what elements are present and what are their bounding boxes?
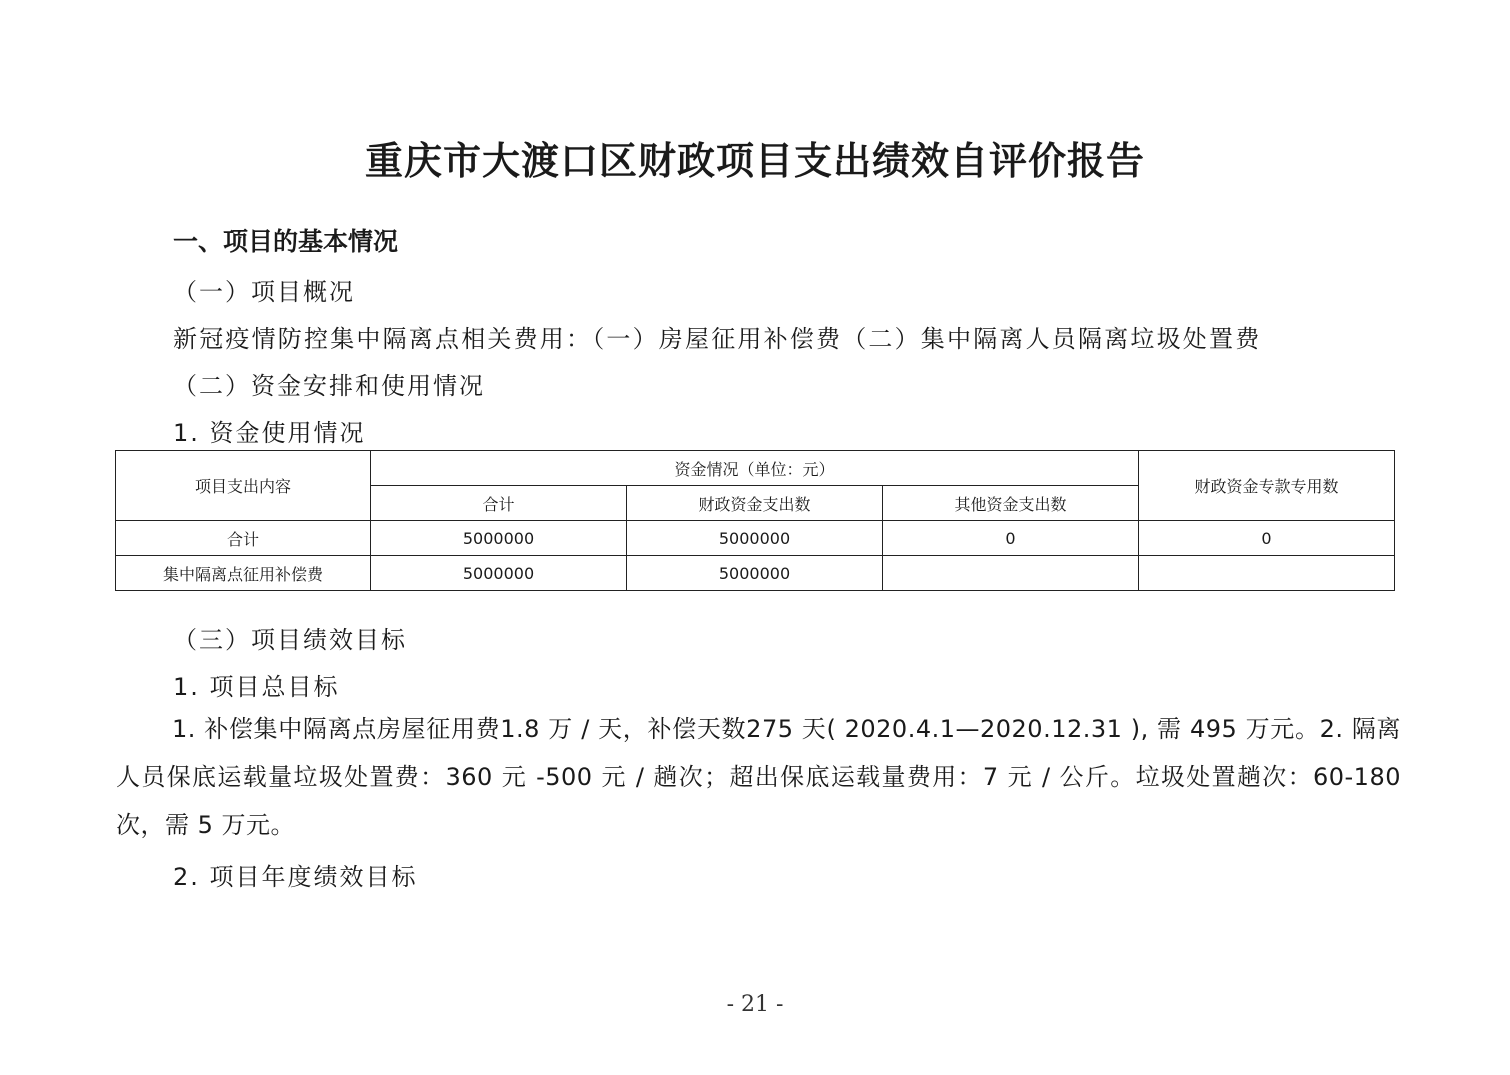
page-number: - 21 - bbox=[726, 992, 784, 1017]
table-row bbox=[116, 556, 1395, 591]
cell-other: 0 bbox=[883, 521, 1139, 556]
cell-fiscal: 5000000 bbox=[627, 556, 883, 591]
subheading-performance-goals: （三）项目绩效目标 bbox=[173, 626, 407, 654]
section-heading-basic-info: 一、项目的基本情况 bbox=[173, 227, 399, 256]
cell-total: 5000000 bbox=[371, 556, 627, 591]
total-goal-label: 1. 项目总目标 bbox=[173, 673, 340, 701]
header-content: 项目支出内容 bbox=[116, 451, 371, 521]
cell-other bbox=[883, 556, 1139, 591]
cell-name: 合计 bbox=[116, 521, 371, 556]
cell-special: 0 bbox=[1139, 521, 1395, 556]
subheading-fund-arrangement: （二）资金安排和使用情况 bbox=[173, 372, 485, 400]
cell-fiscal: 5000000 bbox=[627, 521, 883, 556]
cell-total: 5000000 bbox=[371, 521, 627, 556]
cell-name: 集中隔离点征用补偿费 bbox=[116, 556, 371, 591]
page-title: 重庆市大渡口区财政项目支出绩效自评价报告 bbox=[364, 138, 1145, 183]
annual-goal-label: 2. 项目年度绩效目标 bbox=[173, 863, 418, 891]
total-goal-text: 1. 补偿集中隔离点房屋征用费1.8 万 / 天，补偿天数275 天( 2020.4.1—2020.12.31 ), 需 495 万元。2. 隔离人员保底运载量垃圾处置费：360 元 -500 元 / 趟次；超出保底运载量费用：7 元 / 公斤。垃圾处置趟次：60-180 次，需 5 万元。 bbox=[116, 715, 1401, 839]
header-other: 其他资金支出数 bbox=[883, 486, 1139, 521]
cell-special bbox=[1139, 556, 1395, 591]
header-special: 财政资金专款专用数 bbox=[1139, 451, 1395, 521]
header-fund-group: 资金情况（单位：元） bbox=[371, 451, 1139, 486]
header-total: 合计 bbox=[371, 486, 627, 521]
subheading-overview: （一）项目概况 bbox=[173, 278, 355, 306]
fund-usage-table bbox=[115, 450, 1395, 591]
table-row bbox=[116, 521, 1395, 556]
fund-usage-label: 1. 资金使用情况 bbox=[173, 419, 366, 447]
overview-text: 新冠疫情防控集中隔离点相关费用：（一）房屋征用补偿费（二）集中隔离人员隔离垃圾处置费 bbox=[173, 325, 1262, 353]
header-fiscal: 财政资金支出数 bbox=[627, 486, 883, 521]
